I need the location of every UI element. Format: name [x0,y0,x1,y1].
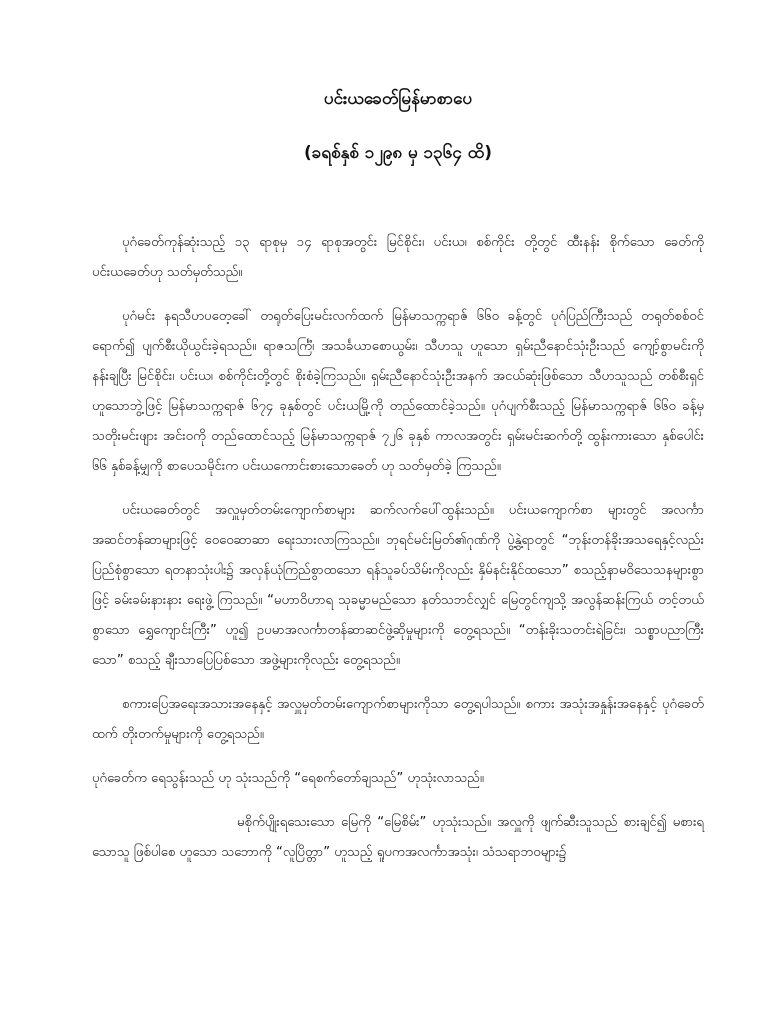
document-subtitle: (ခရစ်နှစ် ၁၂၉၈ မှ ၁၃၆၄ ထိ) [303,143,493,163]
paragraph-3: ပင်းယခေတ်တွင် အလှူမှတ်တမ်းကျောက်စာများ ဆက်လက်ပေါ်ထွန်းသည်။ ပင်းယကျောက်စာ များတွင် အလင်္ကာအဆင်တန်ဆာများဖြင့် ဝေဝေဆာဆာ ရေးသားလာကြသည်။ ဘုရင်မင်းမြတ်၏ဂုဏ်ကို ပွဲ့နွဲ့ရာတွင် “ဘုန်းတန်ခိုးအသရေနှင့်လည်းပြည်စုံစွာသော ရတနာသုံးပါး၌ အလှန်ယုံကြည်စွာထသော ရန်သူခပ်သိမ်းကိုလည်း နှိမ်နင်းနိုင်ထသော” စသည့်နာမဝိသေသနများစွာဖြင့် ခမ်းခမ်းနားနား ရေးဖွဲ့ ကြသည်။ “မဟာဝိဟာရ သုခမ္မာမည်သော နတ်သဘင်လျှင် မြေတွင်ကျသို့ အလွန်ဆန်းကြယ် တင့်တယ်စွာသော ရွှေကျောင်းကြီး” ဟူ၍ ဥပမာအလင်္ကာတန်ဆာဆင်ဖွဲ့ဆိုမှုများကို တွေ့ရသည်။ “တန်းခိုးသတင်းရဲခြင်း၊ သစ္စာပညာကြီးသော” စသည့် ချီးသာပြေပြစ်သော အဖွဲ့များကိုလည်း တွေ့ရသည်။ [92,503,704,668]
document-body [92,228,704,868]
paragraph-6: မစိုက်ပျိုးရသေးသော မြေကို “မြေစိမ်း” ဟုသုံးသည်။ အလှူကို ဖျက်ဆီးသူသည် စားချင်၍ မစားရသောသူ ဖြစ်ပါစေ ဟူသော သဘောကို “လူပြိတ္တာ” ဟူသည့် ရူပကအလင်္ကာအသုံး၊ သံသရာဘဝများ၌ [92,815,704,860]
paragraph-2: ပုဂံမင်း နရသီဟပတေ့ခေါ် တရုတ်ပြေးမင်းလက်ထက် မြန်မာသက္ကရာဇ် ၆၆၀ ခန့်တွင် ပုဂံပြည်ကြီးသည် တရုတ်စစ်ဝင်ရောက်၍ ပျက်စီးယိုယွင်းခဲ့ရသည်။ ရာဇသင်္ကြံ၊ အသင်္ခယာစောယွမ်း၊ သီဟသူ ဟူသော ရှမ်းညီနောင်သုံးဦးသည် ကျော့်စွာမင်းကို နန်းချပြီး မြင်စိုင်း၊ ပင်းယ၊ စစ်ကိုင်းတို့တွင် စိုးစံခဲ့ကြသည်။ ရှမ်းညီနောင်သုံးဦးအနက် အငယ်ဆုံးဖြစ်သော သီဟသူသည် တစ်စီးရှင် ဟူသောဘွဲ့ဖြင့် မြန်မာသက္ကရာဇ် ၆၇၄ ခုနှစ်တွင် ပင်းယမြို့ကို တည်ထောင်ခဲ့သည်။ ပုဂံပျက်စီးသည့် မြန်မာသက္ကရာဇ် ၆၆၀ ခန့်မှ သတိုးမင်းဖျား အင်းဝကို တည်ထောင်သည့် မြန်မာသက္ကရာဇ် ၇၂၆ ခုနှစ် ကာလအတွင်း ရှမ်းမင်းဆက်တို့ ထွန်းကားသော နှစ်ပေါင်း ၆၆ နှစ်ခန့်မျှကို စာပေသမိုင်းက ပင်းယကောင်းစားသောခေတ် ဟု သတ်မှတ်ခဲ့ ကြသည်။ [92,309,704,474]
document-title: ပင်းယခေတ်မြန်မာစာပေ [323,89,473,109]
paragraph-5: ပုဂံခေတ်က ရေသွန်းသည် ဟု သုံးသည်ကို “ရေစက်တော်ချသည်” ဟုသုံးလာသည်။ [92,771,484,786]
paragraph-4: စကားပြေအရေးအသားအနေနှင့် အလှူမှတ်တမ်းကျောက်စာများကိုသာ တွေ့ရပါသည်။ စကား အသုံးအနှုန်းအနေနှင့် ပုဂံခေတ်ထက် တိုးတက်မှုများကို တွေ့ရသည်။ [92,697,704,742]
paragraph-1: ပုဂံခေတ်ကုန်ဆုံးသည့် ၁၃ ရာစုမှ ၁၄ ရာစုအတွင်း မြင်စိုင်း၊ ပင်းယ၊ စစ်ကိုင်း တို့တွင် ထီးနန်း စိုက်သော ခေတ်ကို ပင်းယခေတ်ဟု သတ်မှတ်သည်။ [92,235,704,280]
